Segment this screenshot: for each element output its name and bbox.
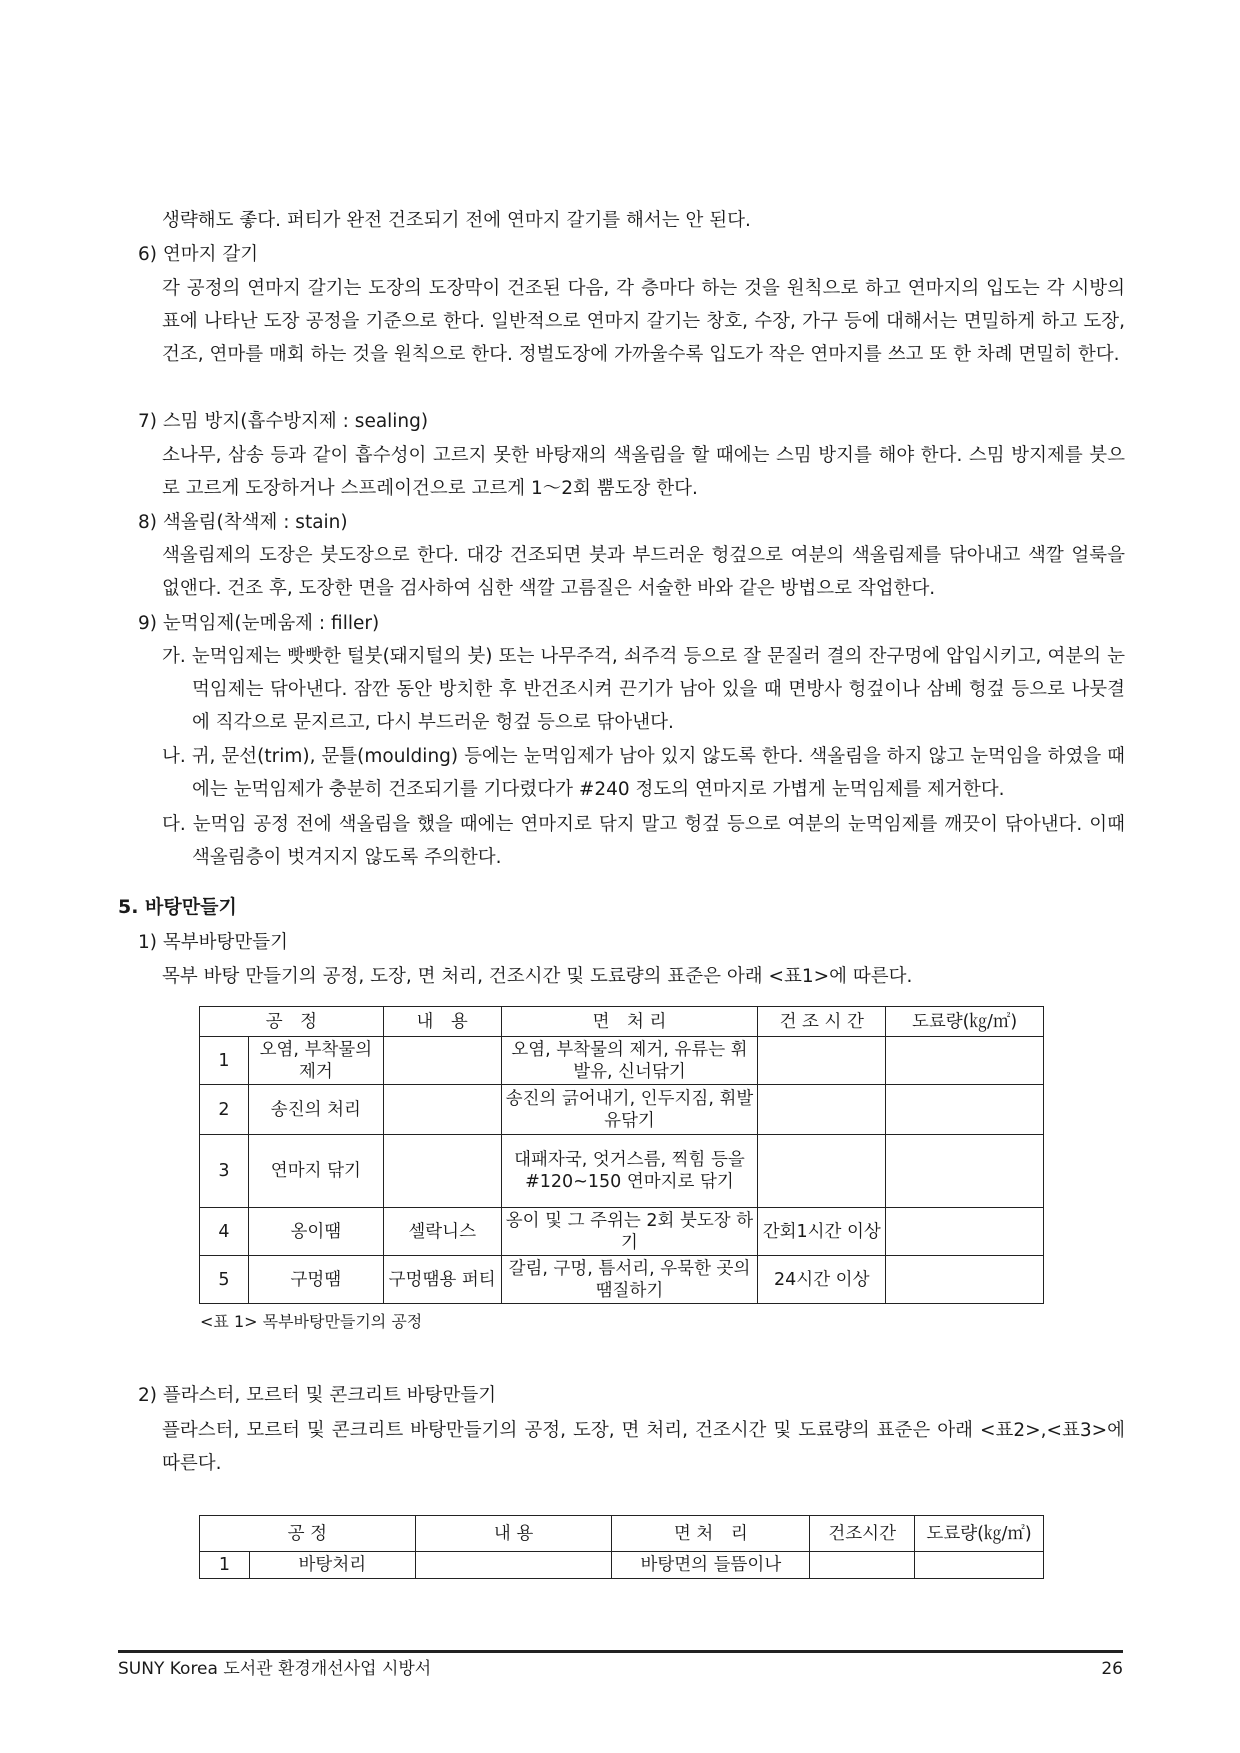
table-row [200, 1256, 1044, 1304]
row-surface: 송진의 긁어내기, 인두지짐, 휘발유닦기 [501, 1085, 758, 1135]
row-content [383, 1135, 501, 1208]
paragraph-8: 색올림제의 도장은 붓도장으로 한다. 대강 건조되면 붓과 부드러운 헝겊으로 여분의 색올림제를 닦아내고 색깔 얼룩을 없앤다. 건조 후, 도장한 면을 검사하여 심한 색깔 고름질은 서술한 바와 같은 방법으로 작업한다. [162, 545, 1125, 599]
paragraph-7: 소나무, 삼송 등과 같이 흡수성이 고르지 못한 바탕재의 색올림을 할 때에는 스밈 방지를 해야 한다. 스밈 방지제를 붓으로 고르게 도장하거나 스프레이건으로 고르게 1～2회 뿜도장 한다. [162, 445, 1125, 499]
row-no: 1 [200, 1037, 249, 1085]
list-item-9-da: 다. 눈먹임 공정 전에 색올림을 했을 때에는 연마지로 닦지 말고 헝겊 등으로 여분의 눈먹임제를 깨끗이 닦아낸다. 이때 색올림층이 벗겨지지 않도록 주의한다. [162, 814, 1125, 868]
row-no: 2 [200, 1085, 249, 1135]
continuation-line: 생략해도 좋다. 퍼티가 완전 건조되기 전에 연마지 갈기를 해서는 안 된다. [162, 210, 751, 231]
table-2 [199, 1515, 1044, 1579]
row-amount [886, 1135, 1044, 1208]
table-1 [199, 1006, 1044, 1304]
table-row [200, 1085, 1044, 1135]
row-dry [758, 1085, 886, 1135]
row-amount [886, 1208, 1044, 1256]
page-number: 26 [1101, 1659, 1123, 1679]
table-2-header-dry: 건조시간 [810, 1516, 915, 1552]
subsection-2-paragraph: 플라스터, 모르터 및 콘크리트 바탕만들기의 공정, 도장, 면 처리, 건조시간 및 도료량의 표준은 아래 <표2>,<표3>에 따른다. [162, 1420, 1125, 1474]
row-content: 셀락니스 [383, 1208, 501, 1256]
subsection-2-heading: 2) 플라스터, 모르터 및 콘크리트 바탕만들기 [138, 1385, 497, 1406]
table-1-header-step: 공 정 [200, 1007, 384, 1037]
row-amount [886, 1085, 1044, 1135]
heading-9: 9) 눈먹임제(눈메움제 : filler) [138, 613, 380, 634]
row-surface: 대패자국, 엇거스름, 찍힘 등을 #120~150 연마지로 닦기 [501, 1135, 758, 1208]
row-step: 바탕처리 [249, 1552, 415, 1579]
list-item-9-ga: 가. 눈먹임제는 빳빳한 털붓(돼지털의 붓) 또는 나무주걱, 쇠주걱 등으로 잘 문질러 결의 잔구멍에 압입시키고, 여분의 눈먹임제는 닦아낸다. 잠깐 동안 방치한 후 반건조시켜 끈기가 남아 있을 때 면방사 헝겊이나 삼베 헝겊 등으로 나뭇결에 직각으로 문지르고, 다시 부드러운 헝겊 등으로 닦아낸다. [162, 646, 1125, 733]
paragraph-6: 각 공정의 연마지 갈기는 도장의 도장막이 건조된 다음, 각 층마다 하는 것을 원칙으로 하고 연마지의 입도는 각 시방의 표에 나타난 도장 공정을 기준으로 한다. 일반적으로 연마지 갈기는 창호, 수장, 가구 등에 대해서는 면밀하게 하고 도장, 건조, 연마를 매회 하는 것을 원칙으로 한다. 정벌도장에 가까울수록 입도가 작은 연마지를 쓰고 또 한 차례 면밀히 한다. [162, 278, 1125, 365]
row-content [383, 1037, 501, 1085]
row-surface: 옹이 및 그 주위는 2회 붓도장 하기 [501, 1208, 758, 1256]
subsection-1-heading: 1) 목부바탕만들기 [138, 932, 288, 953]
table-1-caption: <표 1> 목부바탕만들기의 공정 [200, 1312, 423, 1331]
row-content [415, 1552, 612, 1579]
row-step: 구멍땜 [248, 1256, 383, 1304]
row-no: 5 [200, 1256, 249, 1304]
table-row [200, 1037, 1044, 1085]
row-amount [886, 1037, 1044, 1085]
row-no: 4 [200, 1208, 249, 1256]
row-dry [810, 1552, 915, 1579]
row-surface: 바탕면의 들뜸이나 [612, 1552, 810, 1579]
row-step: 오염, 부착물의 제거 [248, 1037, 383, 1085]
row-surface: 갈림, 구멍, 틈서리, 우묵한 곳의 땜질하기 [501, 1256, 758, 1304]
row-content: 구멍땜용 퍼티 [383, 1256, 501, 1304]
heading-8: 8) 색올림(착색제 : stain) [138, 512, 348, 533]
table-1-header-amount: 도료량(㎏/㎡) [886, 1007, 1044, 1037]
row-dry: 24시간 이상 [758, 1256, 886, 1304]
table-1-header-surface: 면 처 리 [501, 1007, 758, 1037]
row-step: 연마지 닦기 [248, 1135, 383, 1208]
heading-6: 6) 연마지 갈기 [138, 244, 259, 265]
table-2-header-surface: 면 처 리 [612, 1516, 810, 1552]
subsection-1-paragraph: 목부 바탕 만들기의 공정, 도장, 면 처리, 건조시간 및 도료량의 표준은 아래 <표1>에 따른다. [162, 966, 913, 987]
heading-7: 7) 스밈 방지(흡수방지제 : sealing) [138, 411, 429, 432]
table-2-header-content: 내 용 [415, 1516, 612, 1552]
table-row [200, 1135, 1044, 1208]
row-step: 옹이땜 [248, 1208, 383, 1256]
row-no: 3 [200, 1135, 249, 1208]
row-dry: 간회1시간 이상 [758, 1208, 886, 1256]
row-surface: 오염, 부착물의 제거, 유류는 휘발유, 신너닦기 [501, 1037, 758, 1085]
row-step: 송진의 처리 [248, 1085, 383, 1135]
row-amount [886, 1256, 1044, 1304]
table-2-header-step: 공 정 [200, 1516, 416, 1552]
table-1-header-dry: 건 조 시 간 [758, 1007, 886, 1037]
table-row [200, 1208, 1044, 1256]
row-no: 1 [200, 1552, 250, 1579]
row-content [383, 1085, 501, 1135]
table-2-header-amount: 도료량(㎏/㎡) [915, 1516, 1044, 1552]
footer-rule [118, 1650, 1123, 1653]
footer-title: SUNY Korea 도서관 환경개선사업 시방서 [118, 1659, 432, 1679]
table-row [200, 1552, 1044, 1579]
section-5-heading: 5. 바탕만들기 [118, 896, 237, 918]
table-1-header-content: 내 용 [383, 1007, 501, 1037]
row-amount [915, 1552, 1044, 1579]
list-item-9-na: 나. 귀, 문선(trim), 문틀(moulding) 등에는 눈먹임제가 남아 있지 않도록 한다. 색올림을 하지 않고 눈먹임을 하였을 때에는 눈먹임제가 충분히 건조되기를 기다렸다가 #240 정도의 연마지로 가볍게 눈먹임제를 제거한다. [162, 746, 1125, 800]
row-dry [758, 1037, 886, 1085]
row-dry [758, 1135, 886, 1208]
